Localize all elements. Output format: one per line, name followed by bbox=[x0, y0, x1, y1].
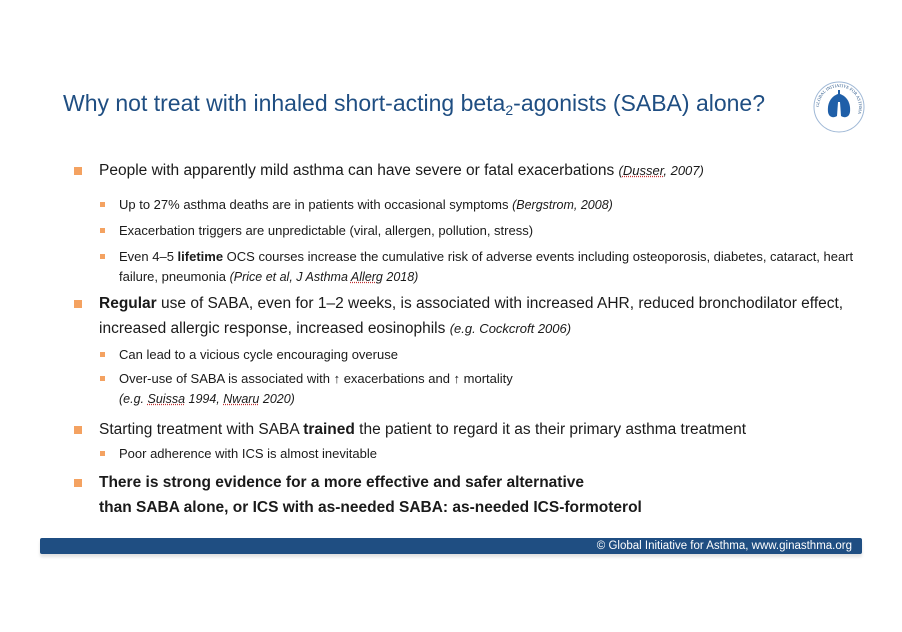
gina-logo bbox=[812, 80, 866, 134]
bullet-regular-saba: Regular use of SABA, even for 1–2 weeks, is associated with increased AHR, reduced bronchodilator effect, increased allergic response, increased eosinophils (e.g. Cockcroft 2006) bbox=[74, 291, 864, 341]
slide-title: Why not treat with inhaled short-acting beta$_2$-agonists (SABA) alone? bbox=[63, 90, 766, 118]
sub-bullet-asthma-deaths: Up to 27% asthma deaths are in patients with occasional symptoms (Bergstrom, 2008) bbox=[74, 195, 864, 215]
bullet-strong-evidence: There is strong evidence for a more effective and safer alternative than SABA alone, or ICS with as-needed SABA: as-needed ICS-formoterol bbox=[74, 470, 864, 520]
bullet-marker bbox=[74, 167, 82, 175]
sub-bullet-triggers: Exacerbation triggers are unpredictable (viral, allergen, pollution, stress) bbox=[74, 221, 864, 241]
footer-copyright: © Global Initiative for Asthma, www.ginasthma.org bbox=[596, 540, 852, 552]
bullet-mild-asthma: People with apparently mild asthma can have severe or fatal exacerbations (Dusser, 2007) bbox=[74, 158, 864, 183]
sub-bullet-vicious-cycle: Can lead to a vicious cycle encouraging overuse bbox=[74, 345, 864, 365]
bullet-starting-treatment: Starting treatment with SABA trained the patient to regard it as their primary asthma treatment bbox=[74, 417, 864, 442]
slide-content bbox=[74, 158, 864, 520]
sub-bullet-overuse: Over-use of SABA is associated with ↑ exacerbations and ↑ mortality (e.g. Suissa 1994, Nwaru 2020) bbox=[74, 369, 864, 409]
sub-bullet-poor-adherence: Poor adherence with ICS is almost inevitable bbox=[74, 444, 864, 464]
footer-bar bbox=[40, 538, 862, 554]
sub-bullet-ocs-courses: Even 4–5 lifetime OCS courses increase the cumulative risk of adverse events including osteoporosis, diabetes, cataract, heart failure, pneumonia (Price et al, J Asthma Allerg 2018) bbox=[74, 247, 864, 287]
svg-text:GLOBAL INITIATIVE FOR ASTHMA: GLOBAL INITIATIVE FOR ASTHMA bbox=[814, 82, 864, 115]
